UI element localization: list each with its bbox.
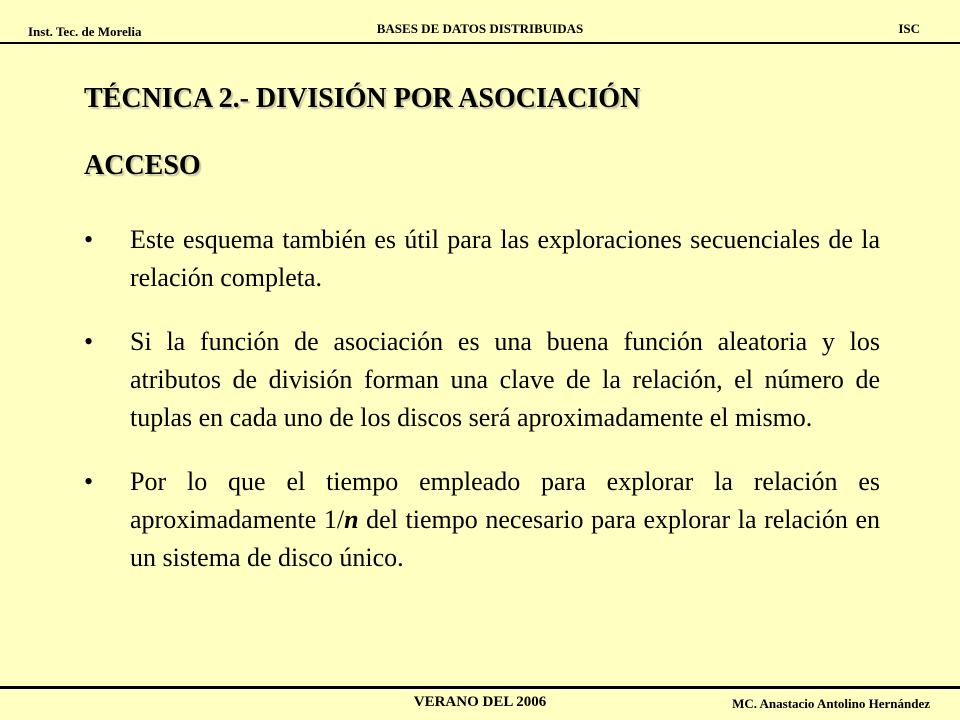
slide-subtitle: ACCESO (84, 150, 201, 181)
header-program: ISC (898, 21, 920, 36)
bullet-text: Si la función de asociación es una buena función aleatoria y los atributos de división forman una clave de la relación, el número de tuplas en cada uno de los discos será aproximadamente el mismo. (130, 327, 880, 432)
bullet-text-before: Por lo que el tiempo empleado para explorar la relación es aproximadamente 1/ (130, 467, 880, 534)
footer-divider (0, 686, 960, 689)
bullet-dot: • (84, 225, 94, 254)
header-course: BASES DE DATOS DISTRIBUIDAS (376, 21, 584, 36)
bullet-text: Este esquema también es útil para las exploraciones secuenciales de la relación completa. (130, 225, 880, 292)
bullet-item (84, 323, 880, 437)
bullet-dot: • (84, 327, 94, 356)
header-institution: Inst. Tec. de Morelia (28, 24, 142, 39)
footer-term: VERANO DEL 2006 (413, 694, 547, 710)
footer-author: MC. Anastacio Antolino Hernández (732, 696, 930, 711)
bullet-text-after: del tiempo necesario para explorar la relación en un sistema de disco único. (130, 505, 880, 572)
slide-title: TÉCNICA 2.- DIVISIÓN POR ASOCIACIÓN (84, 83, 641, 114)
variable-n: n (344, 505, 359, 534)
bullet-item (84, 221, 880, 297)
bullet-item (84, 463, 880, 577)
bullet-list (84, 221, 880, 603)
header-divider (0, 42, 960, 44)
bullet-text (130, 463, 880, 577)
bullet-dot: • (84, 467, 94, 496)
